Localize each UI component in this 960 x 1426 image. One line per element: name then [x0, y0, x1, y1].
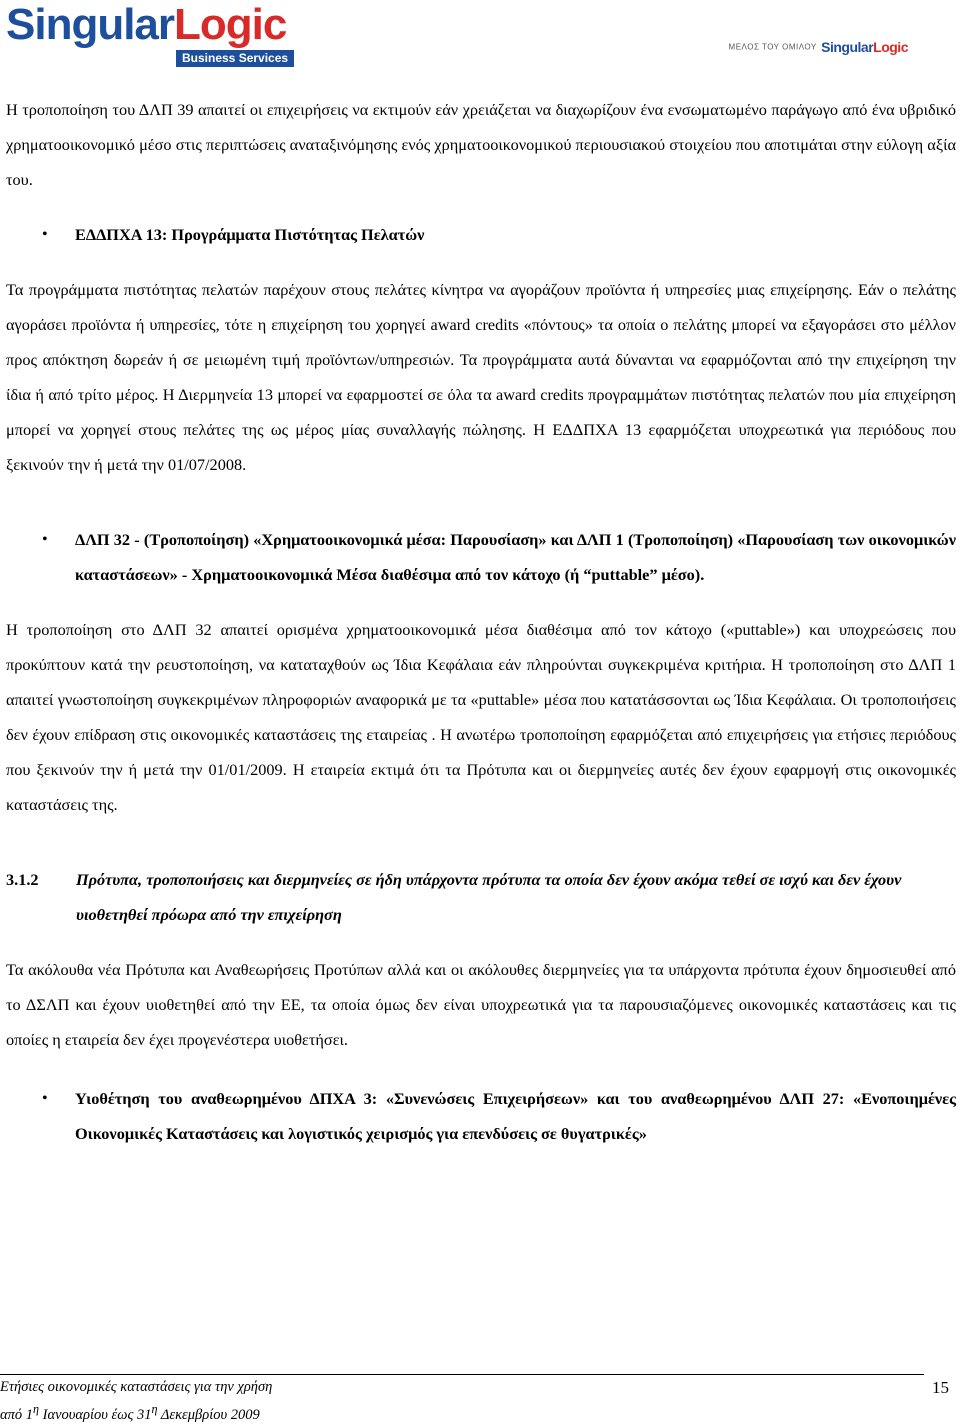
section-number: 3.1.2: [6, 870, 39, 889]
bullet-ifrs3-text: Υιοθέτηση του αναθεωρημένου ΔΠΧΑ 3: «Συνενώσεις Επιχειρήσεων» και του αναθεωρημένου ΔΛΠ 27: «Ενοποιημένες Οικονομικές Καταστάσεις και λογιστικός χειρισμός για επενδύσεις σε θυγατρικές»: [75, 1089, 956, 1143]
bullet-ifric13: [6, 217, 956, 252]
logo-tagline: Business Services: [176, 50, 294, 67]
bullet-ifric13-text: ΕΔΔΠΧΑ 13: Προγράμματα Πιστότητας Πελατών: [75, 225, 425, 244]
member-label: ΜΕΛΟΣ ΤΟΥ ΟΜΙΛΟΥ: [728, 42, 817, 52]
group-member-logo: [729, 38, 908, 56]
section-title: Πρότυπα, τροποποιήσεις και διερμηνείες σε ήδη υπάρχοντα πρότυπα τα οποία δεν έχουν ακόμα τεθεί σε ισχύ και δεν έχουν υιοθετηθεί πρόωρα από την επιχείρηση: [76, 870, 902, 924]
bullet-ias32-text: ΔΛΠ 32 - (Τροποποίηση) «Χρηματοοικονομικά μέσα: Παρουσίαση» και ΔΛΠ 1 (Τροποποίηση) «Παρουσίαση των οικονομικών καταστάσεων» - Χρηματοοικονομικά Μέσα διαθέσιμα από τον κάτοχο (ή “puttable” μέσο).: [75, 530, 956, 584]
bullet-ias32: [6, 522, 956, 592]
section-heading-3-1-2: [6, 862, 956, 932]
bullet-icon: •: [42, 226, 48, 243]
footer-line-1: Ετήσιες οικονομικές καταστάσεις για την χρήση: [0, 1379, 273, 1395]
singular-logic-logo: [6, 0, 289, 68]
paragraph-loyalty-programs: Τα προγράμματα πιστότητας πελατών παρέχουν στους πελάτες κίνητρα να αγοράζουν προϊόντα ή υπηρεσίες μιας επιχείρησης. Εάν ο πελάτης αγοράσει προϊόντα ή υπηρεσίες, τότε η επιχείρηση του χορηγεί award credits «πόντους» τα οποία ο πελάτης μπορεί να εξαγοράσει στο μέλλον προς απόκτηση δωρεάν ή σε μειωμένη τιμή προϊόντων/υπηρεσιών. Τα προγράμματα αυτά δύνανται να εφαρμόζονται από την επιχείρηση την ίδια ή από τρίτο μέρος. Η Διερμηνεία 13 μπορεί να εφαρμοστεί σε όλα τα award credits προγραμμάτων πιστότητας πελατών που μία επιχείρηση μπορεί να χορηγεί στους πελάτες της ως μέρος μίας συναλλαγής πώλησης. Η ΕΔΔΠΧΑ 13 εφαρμόζεται υποχρεωτικά για περιόδους που ξεκινούν την ή μετά την 01/07/2008.: [6, 280, 956, 474]
paragraph-ias32-amendment: Η τροποποίηση στο ΔΛΠ 32 απαιτεί ορισμένα χρηματοοικονομικά μέσα διαθέσιμα από τον κάτοχο («puttable») και υποχρεώσεις που προκύπτουν κατά την ρευστοποίηση, να καταταχθούν ως Ίδια Κεφάλαια εάν πληρούνται συγκεκριμένα κριτήρια. Η τροποποίηση στο ΔΛΠ 1 απαιτεί γνωστοποίηση συγκεκριμένων πληροφοριών αναφορικά με τα «puttable» μέσα που κατατάσσονται ως Ίδια Κεφάλαια. Οι τροποποιήσεις δεν έχουν επίδραση στις οικονομικές καταστάσεις της εταιρείας . Η ανωτέρω τροποποίηση εφαρμόζεται από επιχειρήσεις για ετήσιες περιόδους που ξεκινούν την ή μετά την 01/01/2009. Η εταιρεία εκτιμά ότι τα Πρότυπα και οι διερμηνείες αυτές δεν έχουν εφαρμογή στις οικονομικές καταστάσεις της.: [6, 620, 956, 814]
logo-wordmark: [6, 0, 286, 50]
paragraph-ias39: Η τροποποίηση του ΔΛΠ 39 απαιτεί οι επιχειρήσεις να εκτιμούν εάν χρειάζεται να διαχωρίζουν ένα ενσωματωμένο παράγωγο από ένα υβριδικό χρηματοοικονομικό μέσο στις περιπτώσεις αναταξινόμησης ενός χρηματοοικονομικού περιουσιακού στοιχείου που αποτιμάται στην εύλογη αξία του.: [6, 100, 956, 189]
bullet-icon: •: [42, 1090, 48, 1107]
footer-caption: [0, 1376, 272, 1426]
bullet-ifrs3: [6, 1081, 956, 1151]
page-number: 15: [932, 1378, 949, 1397]
document-body: [6, 92, 956, 1151]
bullet-icon: •: [42, 531, 48, 548]
logo-word-singular: Singular: [6, 0, 175, 49]
footer-divider: [0, 1374, 924, 1375]
footer-line-2: από $1^\eta$ Ιανουαρίου έως $31^\eta$ Δεκεμβρίου 2009: [0, 1402, 260, 1423]
paragraph-new-standards: Τα ακόλουθα νέα Πρότυπα και Αναθεωρήσεις Προτύπων αλλά και οι ακόλουθες διερμηνείες για τα υπάρχοντα πρότυπα έχουν δημοσιευθεί από το ΔΣΛΠ και έχουν υιοθετηθεί από την ΕΕ, τα οποία όμως δεν είναι υποχρεωτικά για τα παρουσιαζόμενες οικονομικές καταστάσεις και τις οποίες η εταιρεία δεν έχει προγενέστερα υιοθετήσει.: [6, 960, 956, 1049]
member-word-singular: Singular: [821, 38, 874, 55]
member-word-logic: Logic: [873, 38, 908, 55]
logo-word-logic: Logic: [174, 0, 287, 49]
